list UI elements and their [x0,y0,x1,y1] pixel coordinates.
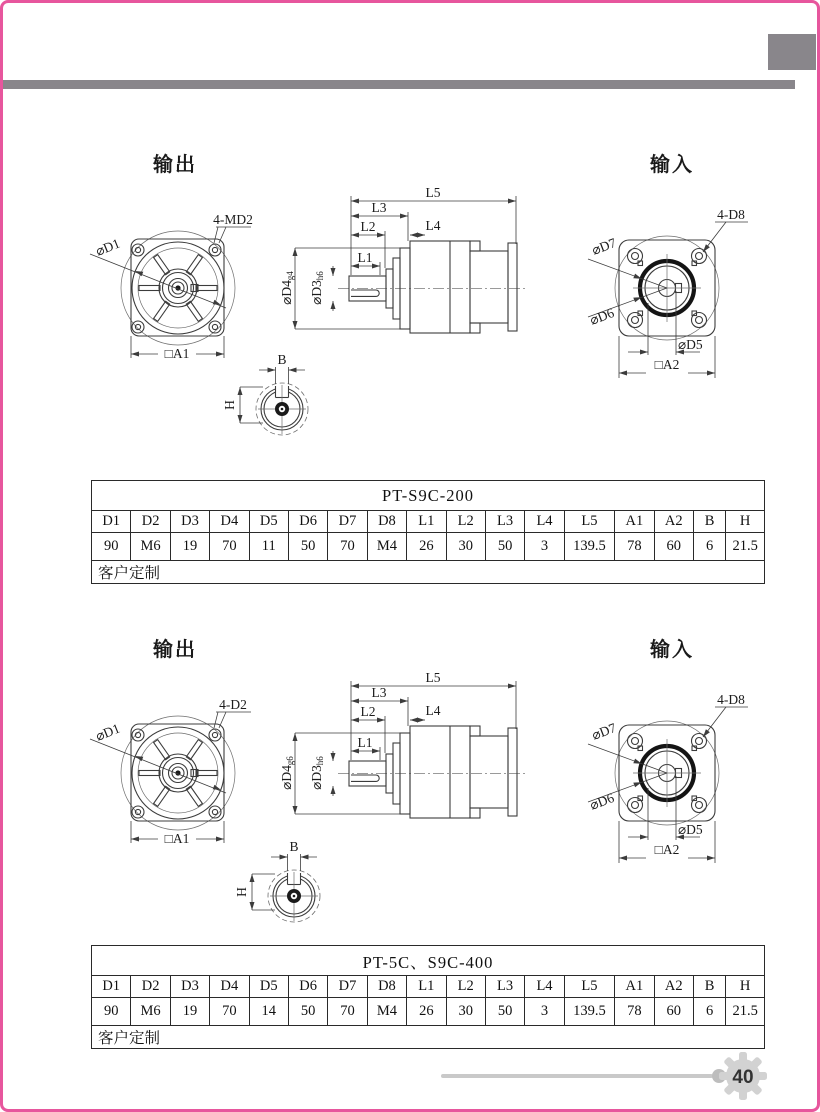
footer-rule [441,1074,713,1078]
section1-shaft-section-drawing [222,351,351,456]
d1-label: ⌀D1 [93,720,122,744]
d4-label: ⌀D4g6 [279,756,295,790]
l4-label: L4 [425,703,441,718]
l5-label: L5 [425,185,441,200]
d6-label: ⌀D6 [587,304,617,328]
h-label: H [222,400,237,410]
dimensions [293,196,517,329]
b-label: B [289,839,299,854]
flange-body [121,716,235,830]
section1-side-view-drawing [279,178,561,363]
bolt-callout-label: 4-MD2 [213,212,253,227]
section2-input-view-drawing [588,688,803,873]
gear-page-badge [715,1048,771,1104]
section2-dimension-table [91,945,765,1049]
section2-side-view-drawing [279,663,561,848]
section1-input-heading: 输入 [650,154,694,176]
section1-output-view-drawing [88,208,273,373]
section1-input-view-drawing [588,203,803,388]
b-label: B [277,352,287,367]
section2-output-heading: 输出 [153,639,197,661]
table-value-row: 90 M6 19 70 11 50 70 M4 26 30 50 3 139.5 78 60 6 21.5 [92,533,765,561]
shaft-section-body [268,870,320,922]
a2-label: □A2 [654,357,680,372]
header-rule-bar [3,80,795,89]
shaft-section-body [256,383,308,435]
section2-output-view-drawing [88,693,273,858]
table-value-row: 90 M6 19 70 14 50 70 M4 26 30 50 3 139.5 78 60 6 21.5 [92,998,765,1026]
table-header-row: D1 D2 D3 D4 D5 D6 D7 D8 L1 L2 L3 L4 L5 A1 A2 B H [92,511,765,533]
table-footer-note: 客户定制 [92,1026,765,1049]
l2-label: L2 [360,704,376,719]
bolt-callout-label: 4-D2 [219,697,247,712]
d1-label: ⌀D1 [93,235,122,259]
flange-body [121,231,235,345]
d7-label: ⌀D7 [589,719,619,743]
l3-label: L3 [371,200,387,215]
l5-label: L5 [425,670,441,685]
l1-label: L1 [357,735,373,750]
header-corner-block [768,34,816,70]
bolt-callout-label: 4-D8 [717,692,745,707]
bolt-callout-label: 4-D8 [717,207,745,222]
a1-label: □A1 [164,831,190,846]
a1-label: □A1 [164,346,190,361]
l3-label: L3 [371,685,387,700]
d5-label: ⌀D5 [678,337,703,352]
d3-label: ⌀D3h6 [309,756,325,790]
d6-label: ⌀D6 [587,789,617,813]
d5-label: ⌀D5 [678,822,703,837]
section1-dimension-table [91,480,765,584]
table-title: PT-S9C-200 [92,481,765,511]
table-footer-note: 客户定制 [92,561,765,584]
d4-label: ⌀D4g4 [279,271,295,305]
section2-input-heading: 输入 [650,639,694,661]
d3-label: ⌀D3h6 [309,271,325,305]
table-title: PT-5C、S9C-400 [92,946,765,976]
l2-label: L2 [360,219,376,234]
l4-label: L4 [425,218,441,233]
section2-shaft-section-drawing [234,838,363,943]
a2-label: □A2 [654,842,680,857]
table-header-row: D1 D2 D3 D4 D5 D6 D7 D8 L1 L2 L3 L4 L5 A1 A2 B H [92,976,765,998]
d7-label: ⌀D7 [589,234,619,258]
section1-output-heading: 输出 [153,154,197,176]
dimensions [293,681,517,814]
page-number: 40 [732,1067,754,1088]
l1-label: L1 [357,250,373,265]
h-label: H [234,887,249,897]
